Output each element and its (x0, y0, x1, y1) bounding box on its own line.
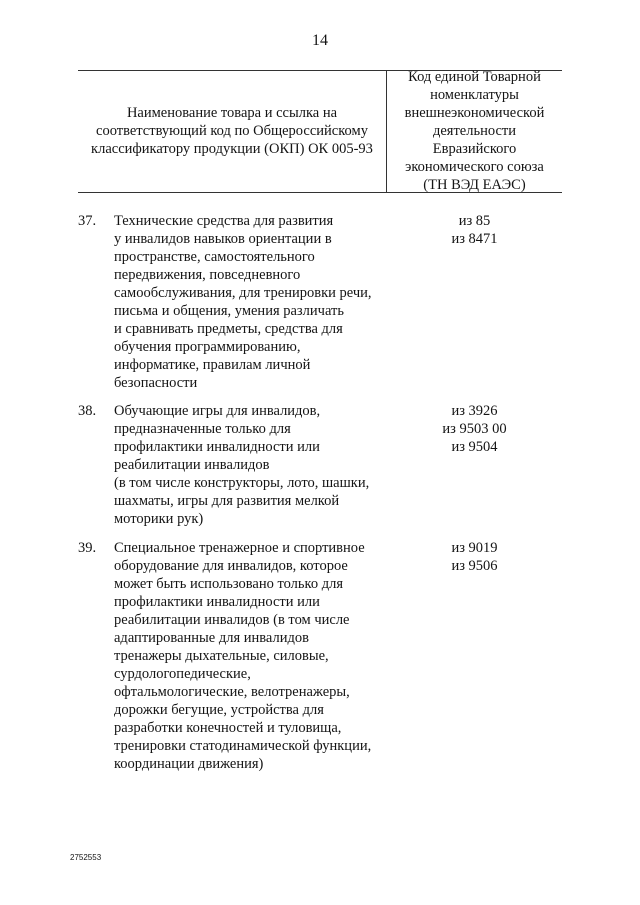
page-number: 14 (312, 32, 328, 49)
row-name: Технические средства для развития у инвалидов навыков ориентации в пространстве, самостоятельного передвижения, повседневного самообслуживания, для тренировки речи, письма и общения, умения различать и сравнивать предметы, средства для обучения программированию, информатике, правилам личной безопасности (114, 213, 372, 391)
header-name-text: Наименование товара и ссылка на соответствующий код по Общероссийскому классификатору продукции (ОКП) ОК 005-93 (91, 105, 373, 157)
row-name: Обучающие игры для инвалидов, предназначенные только для профилактики инвалидности или реабилитации инвалидов (в том числе конструкторы, лото, шашки, шахматы, игры для развития мелкой моторики рук) (114, 403, 370, 527)
row-codes: из 9019 из 9506 (451, 540, 498, 574)
row-codes: из 3926 из 9503 00 из 9504 (442, 403, 507, 455)
row-codes: из 85 из 8471 (451, 213, 498, 247)
document-id: 2752553 (70, 853, 102, 862)
header-code-text: Код единой Товарной номенклатуры внешнеэкономической деятельности Евразийского экономического союза (ТН ВЭД ЕАЭС) (404, 69, 545, 193)
row-number: 37. (78, 213, 97, 229)
header-code-column (387, 70, 562, 192)
row-number: 38. (78, 403, 97, 419)
header-bottom-rule (78, 192, 562, 193)
row-number: 39. (78, 540, 97, 556)
row-name: Специальное тренажерное и спортивное оборудование для инвалидов, которое может быть использовано только для профилактики инвалидности или реабилитации инвалидов (в том числе адаптированные для инвалидов тренажеры дыхательные, силовые, сурдологопедические, офтальмологические, велотренажеры, дорожки бегущие, устройства для разработки конечностей и туловища, тренировки статодинамической функции, координации движения) (114, 540, 372, 772)
header-name-column (78, 70, 386, 192)
